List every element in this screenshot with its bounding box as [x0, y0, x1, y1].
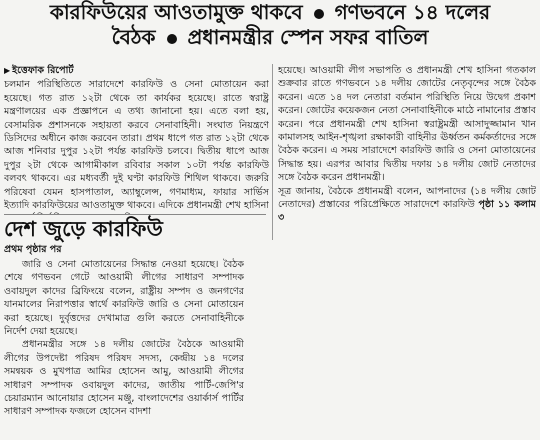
triangle-marker-icon: ▶: [4, 66, 11, 75]
story-body-left: চলমান পরিস্থিতিতে সারাদেশে কারফিউ ও সেনা মোতায়েন করা হয়েছে। গত রাত ১২টা থেকে তা কার্যকর হয়েছে। রাতে স্বরাষ্ট্র মন্ত্রণালয়ের এক প্রজ্ঞাপনে এ তথ্য জানানো হয়। এতে বলা হয়, বেসামরিক প্রশাসনকে সহায়তা করবে সেনাবাহিনী। সংঘাত নিয়ন্ত্রণে ডিসিদের অধীনে কাজ করবেন তারা। প্রথম ধাপে গত রাত ১২টা থেকে আজ শনিবার দুপুর ১২টা পর্যন্ত কারফিউ চলবে। দ্বিতীয় ধাপে আজ দুপুর ২টা থেকে আগামীকাল রবিবার সকাল ১০টা পর্যন্ত কারফিউ বলবৎ থাকবে। এর মধ্যবর্তী দুই ঘণ্টা কারফিউ শিথিল থাকবে। জরুরি পরিষেবা যেমন হাসপাতাল, অ্যাম্বুলেন্স, গণমাধ্যম, ফায়ার সার্ভিস ইত্যাদি কারফিউয়ের আওতামুক্ত থাকবে। এদিকে প্রধানমন্ত্রী শেখ হাসিনা: [4, 79, 269, 212]
sub-story-body: [4, 258, 244, 440]
main-headline: [0, 0, 540, 50]
byline: [4, 64, 269, 77]
story-body-right-2-text: সূত্র জানায়, বৈঠকে প্রধানমন্ত্রী বলেন, আপনাদের (১৪ দলীয় জোট নেতাদের) প্রস্তাবের পরিপ্রেক্ষিতে সারাদেশে কারফিউ: [278, 185, 536, 211]
story-body-right-2: [278, 185, 536, 225]
column-divider: [272, 64, 273, 240]
sub-story-headline: দেশ জুড়ে কারফিউ: [4, 217, 163, 241]
headline-line-1: [0, 0, 540, 25]
jump-line: পৃষ্ঠা ১১ কলাম ৩: [278, 199, 536, 224]
sub-story-paragraph-2: প্রধানমন্ত্রীর সঙ্গে ১৪ দলীয় জোটের বৈঠকে আওয়ামী লীগের উপদেষ্টা পরিষদ পরিষদ সদস্য, কেন্দ্রীয় ১৪ দলের সমন্বয়ক ও মুখপাত্র আমির হোসেন আমু, আওয়ামী লীগের সাধারণ সম্পাদক ওবায়দুল কাদের, জাতীয় পার্টি-জেপি'র চেয়ারম্যান আনোয়ার হোসেন মঞ্জু, বাংলাদেশের ওয়ার্কার্স পার্টির সাধারণ সম্পাদক ফজলে হোসেন বাদশা: [4, 339, 244, 418]
bullet-dot-icon: [167, 34, 177, 44]
section-divider: [4, 214, 266, 215]
story-body-right: হয়েছে। আওয়ামী লীগ সভাপতি ও প্রধানমন্ত্রী শেখ হাসিনা গতকাল শুক্রবার রাতে গণভবনে ১৪ দলীয় জোটের নেতৃবৃন্দের সঙ্গে বৈঠক করেন। এতে ১৪ দল নেতারা বর্তমান পরিস্থিতি নিয়ে উদ্বেগ প্রকাশ করেন। জোটের কয়েকজন নেতা সেনাবাহিনীকে মাঠে নামানোর প্রস্তাব করেন। পরে প্রধানমন্ত্রী শেখ হাসিনা স্বরাষ্ট্রমন্ত্রী আসাদুজ্জামান খান কামালসহ আইন-শৃঙ্খলা রক্ষাকারী বাহিনীর ঊর্ধ্বতন কর্মকর্তাদের সঙ্গে বৈঠক করেন। এ সময় সারাদেশে কারফিউ জারি ও সেনা মোতায়েনের সিদ্ধান্ত হয়। এরপর আবার দ্বিতীয় দফায় ১৪ দলীয় জোট নেতাদের সঙ্গে বৈঠক করেন প্রধানমন্ত্রী।: [278, 65, 536, 184]
byline-text: ইত্তেফাক রিপোর্ট: [12, 65, 74, 76]
headline-part-2: গণভবনে ১৪ দলের: [334, 0, 491, 24]
headline-part-1: কারফিউয়ের আওতামুক্ত থাকবে: [49, 0, 303, 24]
headline-part-4: প্রধানমন্ত্রীর স্পেন সফর বাতিল: [187, 25, 429, 49]
headline-part-3: বৈঠক: [111, 25, 156, 49]
sub-story-paragraph-1: জারি ও সেনা মোতায়েনের সিদ্ধান্ত নেওয়া হয়েছে। বৈঠক শেষে গণভবন গেটে আওয়ামী লীগের সাধারণ সম্পাদক ওবায়দুল কাদের ব্রিফিংয়ে বলেন, রাষ্ট্রীয় সম্পদ ও জনগণের যানমালের নিরাপত্তার স্বার্থে কারফিউ জারি ও সেনা মোতায়েন করা হয়েছে। দুর্বৃত্তদের দেখামাত্র গুলি করতে সেনাবাহিনীকে নির্দেশ দেয়া হয়েছে।: [4, 259, 244, 338]
continued-label: প্রথম পৃষ্ঠার পর: [4, 244, 62, 255]
bullet-dot-icon: [314, 9, 324, 19]
story-right-column: [278, 64, 536, 240]
story-left-column: [4, 64, 269, 214]
headline-line-2: [0, 25, 540, 50]
